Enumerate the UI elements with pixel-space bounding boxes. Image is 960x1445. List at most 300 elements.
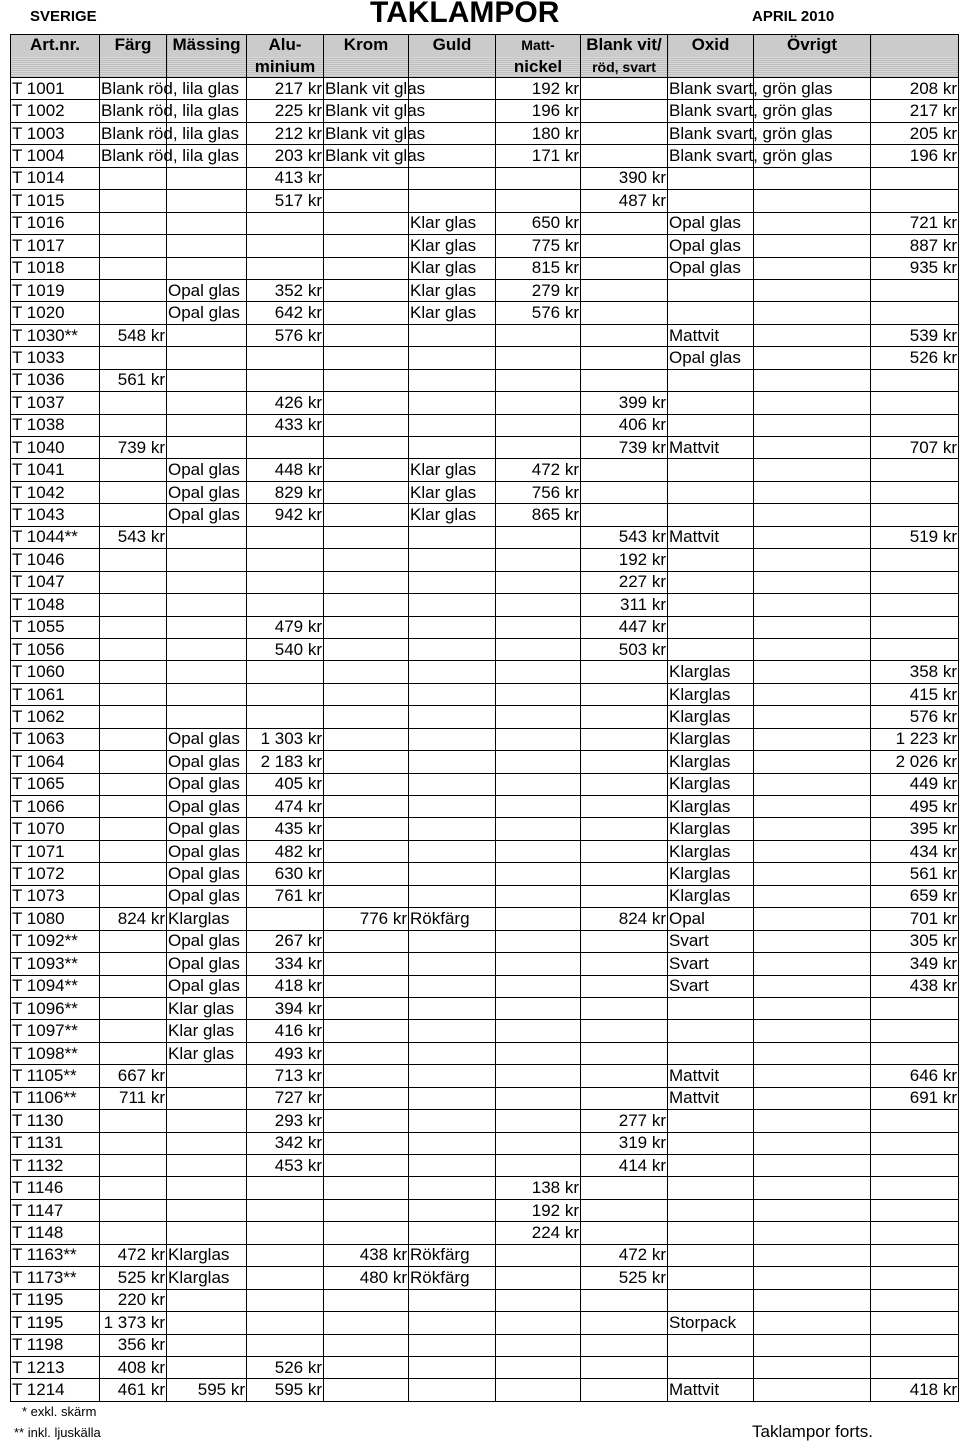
table-cell: T 1063 [11, 728, 100, 750]
table-cell: 519 kr [871, 526, 959, 548]
table-cell [754, 930, 871, 952]
table-cell: T 1106** [11, 1087, 100, 1109]
table-cell: T 1042 [11, 481, 100, 503]
table-cell [167, 212, 247, 234]
table-cell [409, 594, 496, 616]
table-cell: 2 183 kr [247, 751, 324, 773]
table-cell: 1 223 kr [871, 728, 959, 750]
table-cell: T 1070 [11, 818, 100, 840]
table-cell: T 1080 [11, 908, 100, 930]
table-cell: Klarglas [668, 885, 754, 907]
table-cell [754, 997, 871, 1019]
table-cell [324, 481, 409, 503]
col-header-mattnickel: Matt- [496, 35, 581, 58]
table-cell [581, 212, 668, 234]
table-cell [409, 953, 496, 975]
table-cell: T 1198 [11, 1334, 100, 1356]
table-cell [100, 840, 167, 862]
table-cell [754, 706, 871, 728]
table-cell [324, 616, 409, 638]
table-cell [324, 571, 409, 593]
table-cell [754, 1177, 871, 1199]
table-cell [324, 818, 409, 840]
table-cell [496, 773, 581, 795]
table-cell: 824 kr [581, 908, 668, 930]
table-row [11, 616, 959, 638]
table-cell: 472 kr [581, 1244, 668, 1266]
table-cell: 561 kr [100, 369, 167, 391]
table-cell [409, 796, 496, 818]
table-cell: Klarglas [668, 773, 754, 795]
table-cell: 225 kr [247, 100, 324, 122]
table-cell: Blank röd, lila glas [100, 78, 167, 100]
table-cell [167, 526, 247, 548]
table-cell: Opal glas [167, 773, 247, 795]
table-cell: Klarglas [668, 706, 754, 728]
table-cell: Opal glas [668, 235, 754, 257]
table-cell [167, 549, 247, 571]
table-cell [100, 661, 167, 683]
table-cell: Svart [668, 930, 754, 952]
table-cell [871, 1334, 959, 1356]
table-cell: 394 kr [247, 997, 324, 1019]
table-cell [324, 1289, 409, 1311]
table-cell: 713 kr [247, 1065, 324, 1087]
table-cell: 208 kr [871, 78, 959, 100]
table-cell [496, 840, 581, 862]
table-cell [668, 1244, 754, 1266]
table-cell [324, 1132, 409, 1154]
table-cell: Opal glas [668, 257, 754, 279]
table-cell [247, 549, 324, 571]
table-cell: Klar glas [409, 257, 496, 279]
table-cell [324, 1065, 409, 1087]
table-row [11, 78, 959, 100]
table-cell [324, 975, 409, 997]
table-cell [496, 1312, 581, 1334]
table-cell [100, 930, 167, 952]
table-cell [668, 616, 754, 638]
table-cell: 358 kr [871, 661, 959, 683]
table-cell: Rökfärg [409, 1244, 496, 1266]
table-cell [754, 1356, 871, 1378]
table-cell [581, 279, 668, 301]
table-cell [581, 1199, 668, 1221]
table-cell [167, 235, 247, 257]
table-cell [324, 257, 409, 279]
table-cell [668, 549, 754, 571]
table-row [11, 414, 959, 436]
table-cell: T 1173** [11, 1267, 100, 1289]
table-cell: 472 kr [100, 1244, 167, 1266]
table-cell [167, 1199, 247, 1221]
table-cell [871, 1177, 959, 1199]
table-cell [100, 279, 167, 301]
table-cell [496, 549, 581, 571]
table-cell [871, 1222, 959, 1244]
table-row [11, 885, 959, 907]
table-cell [100, 414, 167, 436]
table-cell [496, 661, 581, 683]
table-cell [754, 504, 871, 526]
table-cell [247, 683, 324, 705]
table-cell: 576 kr [871, 706, 959, 728]
table-cell [324, 392, 409, 414]
table-cell [496, 885, 581, 907]
table-cell [668, 1042, 754, 1064]
table-cell: Klar glas [167, 997, 247, 1019]
table-cell: T 1195 [11, 1289, 100, 1311]
table-cell: 1 373 kr [100, 1312, 167, 1334]
table-cell: 539 kr [871, 324, 959, 346]
table-cell [409, 683, 496, 705]
table-cell: 352 kr [247, 279, 324, 301]
table-cell [668, 392, 754, 414]
table-cell: Mattvit [668, 526, 754, 548]
table-cell: Klarglas [167, 908, 247, 930]
table-cell: 447 kr [581, 616, 668, 638]
table-row [11, 796, 959, 818]
table-cell [167, 1065, 247, 1087]
table-cell [581, 504, 668, 526]
col-header-krom-2 [324, 57, 409, 78]
table-cell [324, 1155, 409, 1177]
table-cell: 526 kr [871, 347, 959, 369]
table-cell [871, 1110, 959, 1132]
table-cell [409, 1222, 496, 1244]
table-cell: 408 kr [100, 1356, 167, 1378]
table-cell [754, 347, 871, 369]
table-cell [496, 1155, 581, 1177]
table-row [11, 167, 959, 189]
table-cell [324, 638, 409, 660]
table-cell [668, 1222, 754, 1244]
table-cell [167, 1110, 247, 1132]
table-cell [496, 683, 581, 705]
table-cell [754, 638, 871, 660]
table-cell: 935 kr [871, 257, 959, 279]
table-cell: 277 kr [581, 1110, 668, 1132]
table-cell: 192 kr [581, 549, 668, 571]
table-cell: 196 kr [496, 100, 581, 122]
table-cell [871, 459, 959, 481]
table-cell [324, 1020, 409, 1042]
table-row [11, 302, 959, 324]
table-cell: T 1019 [11, 279, 100, 301]
table-cell [754, 751, 871, 773]
table-cell [167, 437, 247, 459]
table-cell: 548 kr [100, 324, 167, 346]
table-cell: T 1040 [11, 437, 100, 459]
table-row [11, 840, 959, 862]
table-cell [247, 1177, 324, 1199]
table-cell [871, 1289, 959, 1311]
table-cell: Klarglas [167, 1244, 247, 1266]
col-header-blankvit: Blank vit/ [581, 35, 668, 58]
table-cell: T 1132 [11, 1155, 100, 1177]
table-cell [247, 437, 324, 459]
table-cell [247, 212, 324, 234]
table-cell: T 1020 [11, 302, 100, 324]
table-cell [871, 167, 959, 189]
table-cell [409, 1199, 496, 1221]
table-cell: Storpack [668, 1312, 754, 1334]
table-cell: T 1061 [11, 683, 100, 705]
table-cell [167, 392, 247, 414]
table-cell [100, 571, 167, 593]
page-header [0, 0, 960, 34]
col-header-extra-2 [871, 57, 959, 78]
table-cell [247, 526, 324, 548]
table-cell [167, 1312, 247, 1334]
table-row [11, 1110, 959, 1132]
table-cell [100, 481, 167, 503]
col-header-oxid: Oxid [668, 35, 754, 58]
table-cell: T 1018 [11, 257, 100, 279]
table-cell: 775 kr [496, 235, 581, 257]
table-cell [324, 1356, 409, 1378]
table-cell [409, 1132, 496, 1154]
table-cell: Klar glas [409, 504, 496, 526]
table-cell: Klarglas [668, 683, 754, 705]
table-cell [581, 1312, 668, 1334]
table-cell [167, 414, 247, 436]
table-cell [100, 706, 167, 728]
table-row [11, 437, 959, 459]
table-cell [247, 594, 324, 616]
table-cell: Rökfärg [409, 908, 496, 930]
table-cell [324, 997, 409, 1019]
table-cell: 196 kr [871, 145, 959, 167]
table-cell: 495 kr [871, 796, 959, 818]
table-cell [247, 706, 324, 728]
table-cell [581, 997, 668, 1019]
table-cell [496, 369, 581, 391]
table-cell: 311 kr [581, 594, 668, 616]
table-cell: Mattvit [668, 1087, 754, 1109]
table-cell [167, 347, 247, 369]
table-cell: T 1030** [11, 324, 100, 346]
table-cell [871, 302, 959, 324]
table-cell: Klarglas [668, 728, 754, 750]
table-cell: Opal glas [167, 302, 247, 324]
table-cell [668, 167, 754, 189]
table-cell [581, 1065, 668, 1087]
table-cell: 334 kr [247, 953, 324, 975]
table-cell [581, 100, 668, 122]
table-cell [324, 414, 409, 436]
table-cell: 203 kr [247, 145, 324, 167]
table-cell [581, 885, 668, 907]
table-cell: Klar glas [409, 481, 496, 503]
table-cell [324, 751, 409, 773]
table-cell [496, 1042, 581, 1064]
table-cell [581, 347, 668, 369]
table-cell [324, 167, 409, 189]
table-cell [581, 145, 668, 167]
table-cell: 480 kr [324, 1267, 409, 1289]
table-row [11, 1155, 959, 1177]
table-cell [324, 526, 409, 548]
col-header-krom: Krom [324, 35, 409, 58]
table-row [11, 1267, 959, 1289]
table-cell [324, 1087, 409, 1109]
col-header-mattnickel-2: nickel [496, 57, 581, 78]
table-cell [409, 661, 496, 683]
table-cell [100, 1132, 167, 1154]
table-cell [409, 1042, 496, 1064]
table-cell [871, 392, 959, 414]
table-cell: Klar glas [409, 459, 496, 481]
table-cell [668, 279, 754, 301]
table-cell [754, 796, 871, 818]
table-cell [409, 1155, 496, 1177]
table-cell: Klar glas [409, 235, 496, 257]
table-cell: 180 kr [496, 122, 581, 144]
table-cell [324, 594, 409, 616]
table-cell [581, 1087, 668, 1109]
table-cell [324, 683, 409, 705]
table-cell: T 1033 [11, 347, 100, 369]
table-cell [754, 257, 871, 279]
table-cell [100, 1042, 167, 1064]
table-cell [754, 594, 871, 616]
table-cell: T 1036 [11, 369, 100, 391]
table-cell [496, 638, 581, 660]
table-cell: 829 kr [247, 481, 324, 503]
table-cell [871, 279, 959, 301]
table-cell [581, 683, 668, 705]
table-cell: 482 kr [247, 840, 324, 862]
table-cell [409, 1356, 496, 1378]
table-cell: 942 kr [247, 504, 324, 526]
table-cell [668, 302, 754, 324]
table-cell [100, 863, 167, 885]
table-cell [100, 818, 167, 840]
table-cell [324, 324, 409, 346]
table-cell [754, 975, 871, 997]
table-cell: T 1096** [11, 997, 100, 1019]
table-cell [754, 414, 871, 436]
table-cell [754, 953, 871, 975]
table-cell: 224 kr [496, 1222, 581, 1244]
table-cell [496, 751, 581, 773]
table-cell [668, 1334, 754, 1356]
table-cell: T 1130 [11, 1110, 100, 1132]
table-cell [496, 1244, 581, 1266]
table-cell: 434 kr [871, 840, 959, 862]
table-row [11, 1244, 959, 1266]
table-cell: Opal [668, 908, 754, 930]
table-cell [754, 1020, 871, 1042]
table-cell: Klarglas [668, 818, 754, 840]
table-cell: 739 kr [100, 437, 167, 459]
table-cell [496, 863, 581, 885]
table-cell [100, 347, 167, 369]
table-cell [409, 616, 496, 638]
table-row [11, 728, 959, 750]
table-cell: T 1092** [11, 930, 100, 952]
table-cell [100, 549, 167, 571]
table-cell [496, 1020, 581, 1042]
table-cell [100, 638, 167, 660]
table-cell [167, 661, 247, 683]
table-cell [100, 1177, 167, 1199]
table-cell [247, 1222, 324, 1244]
table-cell [668, 1267, 754, 1289]
table-cell: Blank vit glas [324, 122, 409, 144]
table-cell [247, 369, 324, 391]
table-cell [754, 392, 871, 414]
table-cell: 650 kr [496, 212, 581, 234]
table-row [11, 1356, 959, 1378]
col-header-massing: Mässing [167, 35, 247, 58]
col-header-farg-2 [100, 57, 167, 78]
table-cell [871, 594, 959, 616]
col-header-massing-2 [167, 57, 247, 78]
table-cell [581, 481, 668, 503]
table-cell: 543 kr [100, 526, 167, 548]
table-cell [100, 885, 167, 907]
table-cell [324, 212, 409, 234]
table-cell [871, 616, 959, 638]
table-cell [409, 324, 496, 346]
table-cell [496, 392, 581, 414]
table-row [11, 1177, 959, 1199]
table-cell [581, 369, 668, 391]
table-row [11, 369, 959, 391]
table-row [11, 190, 959, 212]
table-cell [247, 1334, 324, 1356]
table-cell [871, 504, 959, 526]
table-cell: 517 kr [247, 190, 324, 212]
table-cell [871, 481, 959, 503]
table-cell: Opal glas [167, 728, 247, 750]
table-cell [668, 1356, 754, 1378]
table-cell: 1 303 kr [247, 728, 324, 750]
table-cell: 646 kr [871, 1065, 959, 1087]
table-cell: 824 kr [100, 908, 167, 930]
table-cell [668, 1110, 754, 1132]
table-cell [754, 1334, 871, 1356]
table-row [11, 751, 959, 773]
table-cell [496, 1334, 581, 1356]
table-row [11, 997, 959, 1019]
table-cell [754, 1132, 871, 1154]
table-cell: T 1066 [11, 796, 100, 818]
table-cell [754, 302, 871, 324]
table-row [11, 706, 959, 728]
table-cell [496, 324, 581, 346]
table-cell [871, 1267, 959, 1289]
table-header [11, 35, 959, 78]
table-cell [581, 818, 668, 840]
table-cell: Mattvit [668, 1065, 754, 1087]
table-cell [581, 257, 668, 279]
table-body [11, 78, 959, 1402]
table-row [11, 953, 959, 975]
table-cell [409, 1020, 496, 1042]
table-cell [496, 930, 581, 952]
table-cell [409, 526, 496, 548]
table-cell [871, 1199, 959, 1221]
table-cell [324, 302, 409, 324]
table-row [11, 594, 959, 616]
table-cell [409, 549, 496, 571]
table-cell: T 1065 [11, 773, 100, 795]
table-cell [409, 1312, 496, 1334]
table-cell: T 1004 [11, 145, 100, 167]
